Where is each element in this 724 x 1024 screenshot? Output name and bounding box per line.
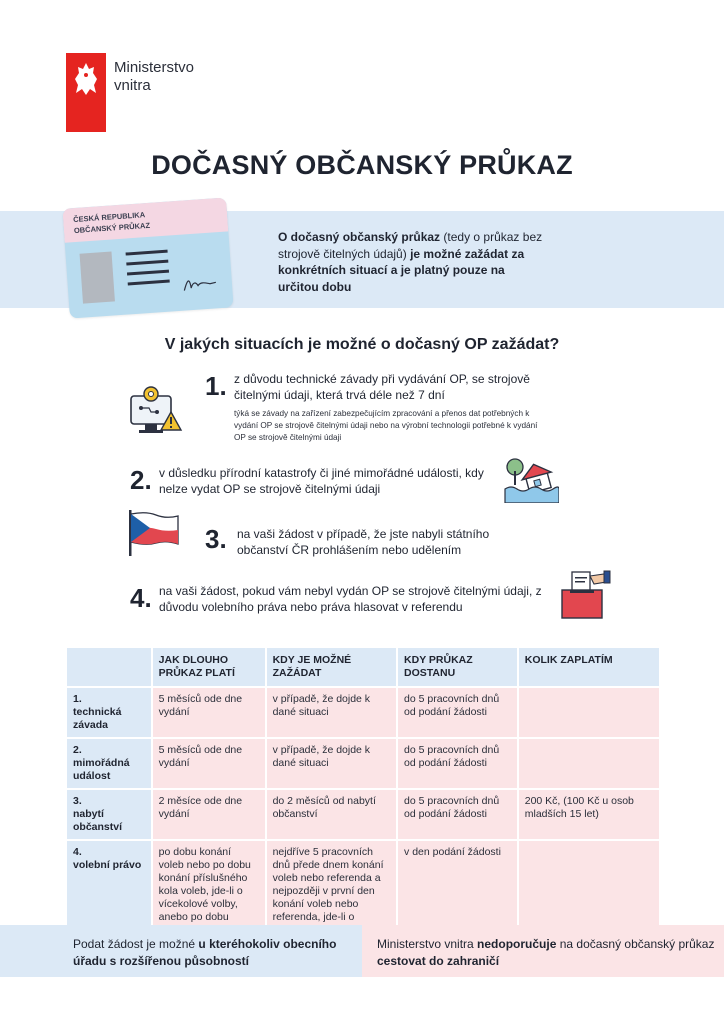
cell-when: do 2 měsíců od nabytí občanství: [267, 790, 396, 839]
cell-validity: 5 měsíců ode dne vydání: [153, 688, 265, 737]
bottom-right-part3: na dočasný občanský průkaz: [556, 937, 715, 951]
intro-part2: (tedy o průkaz bez strojově čitelných údajů): [278, 230, 543, 261]
cell-delivery: do 5 pracovních dnů od podání žádosti: [398, 739, 517, 788]
item-2-number: 2.: [130, 465, 152, 495]
item-1-text: z důvodu technické závady při vydávání OP, se strojově čitelnými údaji, která trvá déle než 7 dní: [234, 372, 530, 402]
card-text-line: [126, 250, 168, 256]
item-3-text: na vaši žádost v případě, že jste nabyli státního občanství ČR prohlášením nebo udělením: [237, 527, 490, 557]
bottom-right-part1: Ministerstvo vnitra: [377, 937, 478, 951]
item-4-text: na vaši žádost, pokud vám nebyl vydán OP se strojově čitelnými údaji, z důvodu volebního práva nebo práva hlasovat v referendu: [159, 584, 542, 614]
row-label-num: 2.: [73, 744, 82, 756]
card-text-line: [128, 280, 170, 286]
cell-delivery: v den podání žádosti: [398, 841, 517, 942]
ballot-box-icon: [558, 568, 614, 620]
row-label-text: [73, 795, 145, 834]
cell-price: 200 Kč, (100 Kč u osob mladších 15 let): [519, 790, 659, 839]
row-label-text: [73, 846, 145, 872]
cell-delivery: do 5 pracovních dnů od podání žádosti: [398, 790, 517, 839]
cell-price-empty: [519, 688, 659, 737]
intro-part3: je možné zažádat za konkrétních situací a je platný pouze na určitou dobu: [278, 246, 525, 294]
page-title: DOČASNÝ OBČANSKÝ PRŮKAZ: [151, 150, 573, 180]
row-label-text: [73, 744, 145, 783]
table-header-empty: [67, 648, 151, 686]
cell-validity: po dobu konání voleb nebo po dobu konání příslušného kola voleb, jde-li o vícekolové volby, anebo po dobu: [153, 841, 265, 942]
card-line2: OBČANSKÝ PRŮKAZ: [73, 220, 151, 236]
cell-when: nejdříve 5 pracovních dnů přede dnem konání voleb nebo referenda a nejpozději v první den konání voleb nebo referenda, jde-li o: [267, 841, 396, 942]
item-1-number: 1.: [205, 371, 227, 401]
row-label-num: 1.: [73, 693, 82, 705]
item-4-number: 4.: [130, 583, 152, 613]
info-table-grid: [65, 646, 661, 944]
intro-part1: O dočasný občanský průkaz: [278, 230, 441, 244]
flood-house-icon: [503, 457, 559, 503]
table-row: [67, 688, 659, 737]
table-header-validity: JAK DLOUHO PRŮKAZ PLATÍ: [153, 648, 265, 686]
row-label-name: nabytí občanství: [73, 808, 123, 833]
card-text-line: [126, 260, 168, 266]
table-row: [67, 790, 659, 839]
row-label-num: 4.: [73, 846, 82, 858]
cell-delivery: do 5 pracovních dnů od podání žádosti: [398, 688, 517, 737]
czech-flag-icon: [126, 508, 180, 556]
intro-text: [278, 229, 548, 295]
section-subtitle: V jakých situacích je možné o dočasný OP zažádat?: [164, 336, 560, 353]
row-label: [67, 790, 151, 839]
ministry-logo: [66, 53, 194, 132]
bottom-left-part2: u kteréhokoliv obecního úřadu s rozšířenou působností: [73, 937, 337, 968]
computer-warning-icon: [127, 384, 185, 436]
row-label: [67, 739, 151, 788]
cell-price-empty: [519, 739, 659, 788]
card-photo: [80, 252, 115, 304]
info-table: [67, 646, 659, 944]
row-label-num: 3.: [73, 795, 82, 807]
row-label-name: mimořádná událost: [73, 757, 130, 782]
table-header-row: [67, 648, 659, 686]
bottom-left-part1: Podat žádost je možné: [73, 937, 199, 951]
bottom-left-note: [0, 925, 362, 977]
cell-validity: 2 měsíce ode dne vydání: [153, 790, 265, 839]
table-header-price: KOLIK ZAPLATÍM: [519, 648, 659, 686]
cell-when: v případě, že dojde k dané situaci: [267, 688, 396, 737]
item-2-text: v důsledku přírodní katastrofy či jiné mimořádné události, kdy nelze vydat OP se strojově čitelnými údaji: [159, 466, 484, 496]
cell-validity: 5 měsíců ode dne vydání: [153, 739, 265, 788]
bottom-right-part4: cestovat do zahraničí: [377, 953, 500, 968]
card-header: [62, 197, 228, 242]
logo-line2: vnitra: [114, 77, 151, 94]
logo-text: [114, 59, 194, 132]
table-header-delivery: KDY PRŮKAZ DOSTANU: [398, 648, 517, 686]
card-line1: ČESKÁ REPUBLIKA: [72, 210, 146, 225]
row-label-name: volební právo: [73, 859, 142, 871]
table-header-when: KDY JE MOŽNÉ ZAŽÁDAT: [267, 648, 396, 686]
table-row: [67, 739, 659, 788]
item-1-note: týká se závady na zařízení zabezpečujícím zpracování a přenos dat potřebných k vydání OP se strojově čitelnými údaji nebo na výrobní technologii potřebné k vydání OP se strojově čitelnými údaji: [234, 409, 538, 442]
card-text-line: [127, 270, 169, 276]
logo-line1: Ministerstvo: [114, 59, 195, 76]
row-label-name: technická závada: [73, 706, 122, 731]
bottom-right-part2: nedoporučuje: [477, 937, 557, 951]
coat-of-arms-icon: [66, 53, 106, 132]
row-label: [67, 688, 151, 737]
bottom-right-note: [362, 925, 724, 977]
id-card-illustration: [62, 197, 233, 318]
row-label-text: [73, 693, 145, 732]
signature-icon: [181, 274, 218, 294]
cell-when: v případě, že dojde k dané situaci: [267, 739, 396, 788]
item-3-number: 3.: [205, 524, 227, 554]
